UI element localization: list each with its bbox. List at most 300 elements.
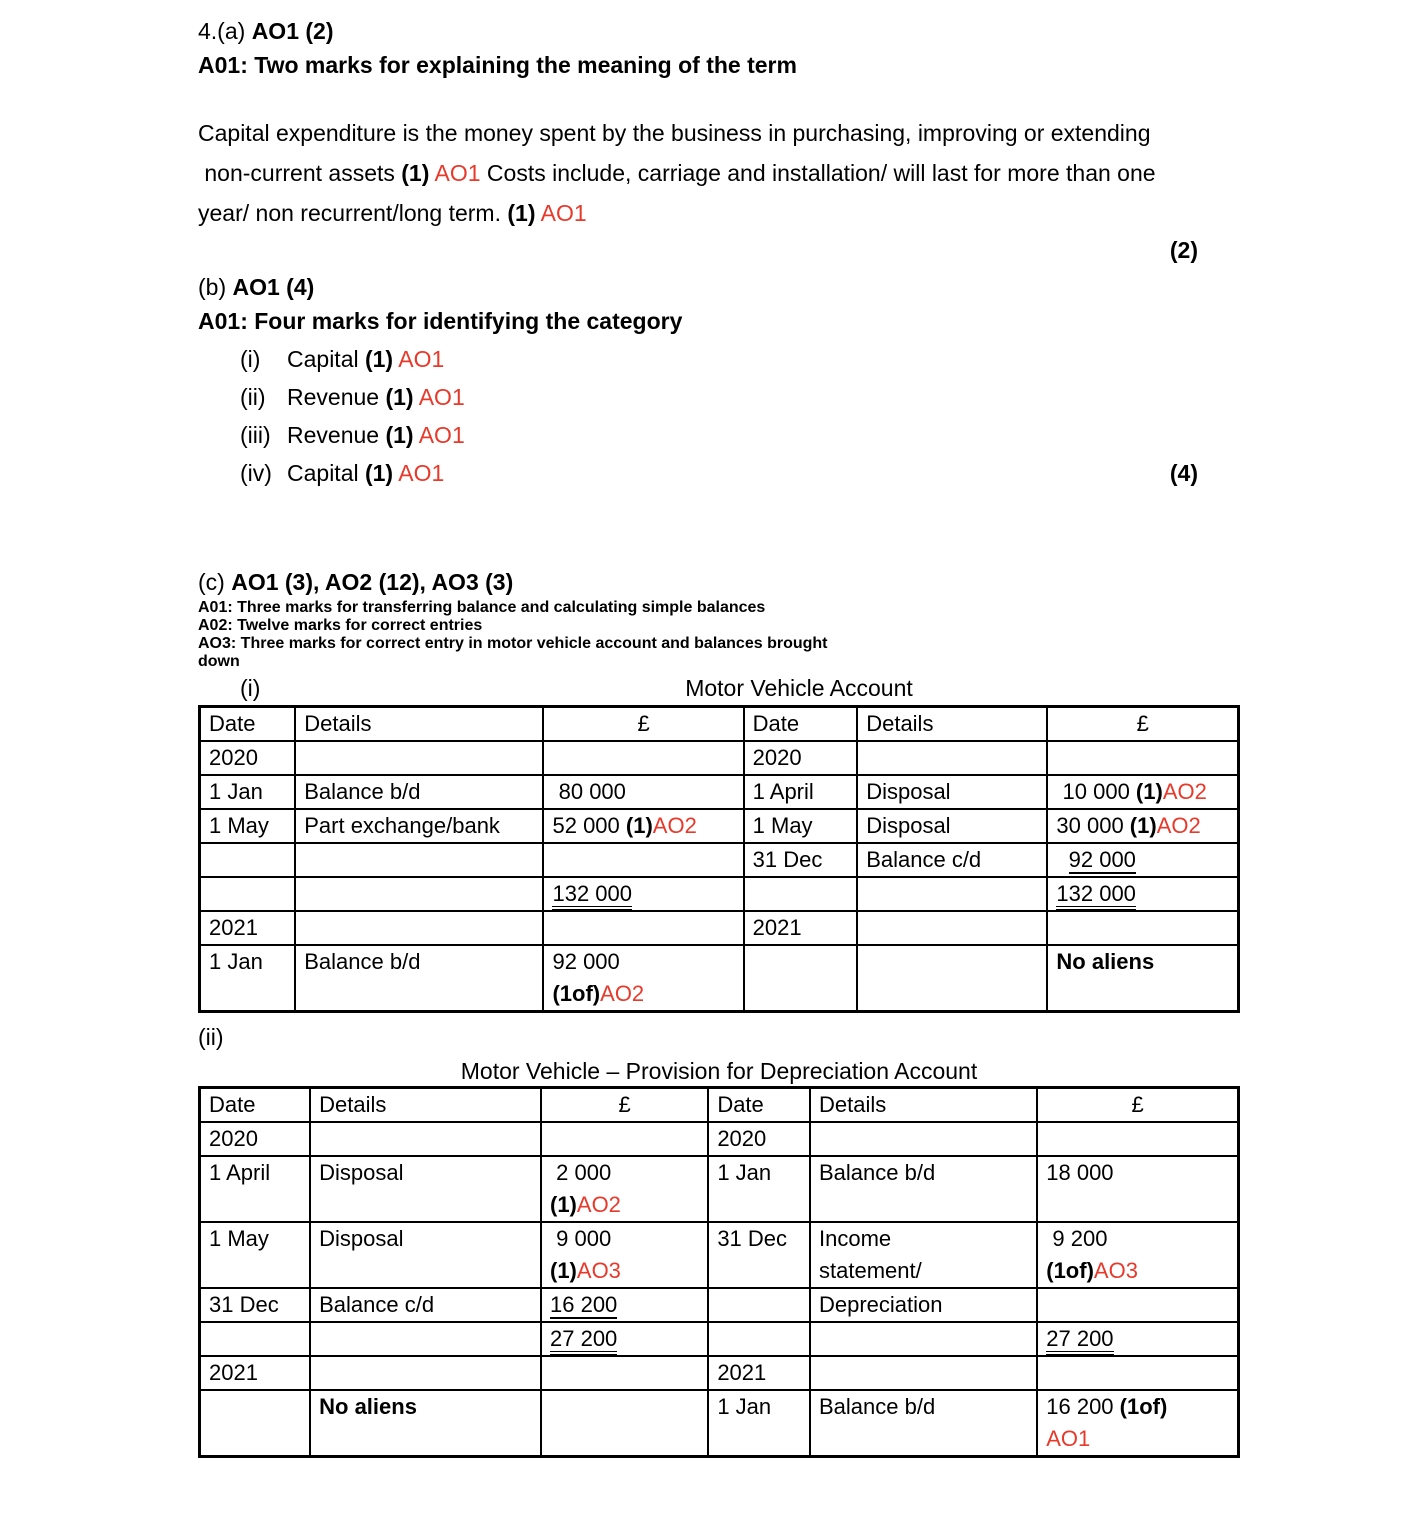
text-segment: 2021 bbox=[209, 1360, 258, 1385]
cell-line bbox=[819, 1255, 1028, 1287]
cell-line bbox=[319, 1223, 532, 1255]
text-segment: Date bbox=[752, 711, 800, 736]
table-cell bbox=[543, 775, 743, 809]
cell-line bbox=[550, 1289, 699, 1321]
text-segment: (1) bbox=[385, 422, 414, 448]
cell-line bbox=[209, 1089, 301, 1121]
table-cell bbox=[310, 1288, 541, 1322]
cell-line bbox=[1056, 844, 1229, 876]
text-segment: Income bbox=[819, 1226, 892, 1251]
list-item-text bbox=[287, 378, 465, 416]
assessment-objective-tag: AO1 bbox=[398, 460, 445, 486]
table-row bbox=[200, 1156, 1239, 1222]
table-cell bbox=[543, 843, 743, 877]
text-segment: 31 Dec bbox=[752, 847, 823, 872]
cell-line bbox=[753, 742, 849, 774]
text-segment: 2020 bbox=[209, 745, 258, 770]
text-segment: Disposal bbox=[866, 779, 951, 804]
text-segment: Date bbox=[717, 1092, 764, 1117]
text-segment: Revenue bbox=[287, 384, 386, 410]
table-cell bbox=[810, 1322, 1037, 1356]
cell-line bbox=[209, 1289, 301, 1321]
table-cell bbox=[543, 945, 743, 1012]
table-cell bbox=[810, 1222, 1037, 1288]
cell-line bbox=[209, 810, 286, 842]
cell-line bbox=[552, 978, 734, 1010]
cell-line bbox=[319, 1391, 532, 1423]
table-cell bbox=[744, 741, 858, 775]
cell-line bbox=[717, 1089, 801, 1121]
text-segment: A01: Four marks for identifying the category bbox=[198, 308, 683, 334]
table-cell bbox=[744, 809, 858, 843]
table-cell bbox=[1037, 1122, 1238, 1156]
text-segment: 31 Dec bbox=[717, 1226, 788, 1251]
text-segment: non-current assets bbox=[198, 160, 402, 186]
text-segment: 1 April bbox=[209, 1160, 271, 1185]
cell-line bbox=[552, 776, 734, 808]
question-4c-heading bbox=[198, 565, 1240, 599]
cell-line bbox=[819, 1289, 1028, 1321]
table-cell bbox=[200, 911, 296, 945]
cell-line bbox=[209, 1223, 301, 1255]
cell-line bbox=[209, 708, 286, 740]
assessment-objective-tag: AO1 bbox=[418, 384, 465, 410]
cell-line bbox=[866, 810, 1038, 842]
table-cell bbox=[541, 1156, 708, 1222]
table-cell bbox=[200, 1288, 311, 1322]
table-row bbox=[200, 945, 1239, 1012]
table-row bbox=[200, 1356, 1239, 1390]
text-line bbox=[198, 635, 1240, 653]
text-segment: 2021 bbox=[752, 915, 802, 940]
table-header-cell bbox=[543, 707, 743, 742]
table-cell bbox=[1037, 1288, 1238, 1322]
table-cell bbox=[1047, 775, 1238, 809]
table-cell bbox=[543, 877, 743, 911]
table2-title: Motor Vehicle – Provision for Depreciation Account bbox=[460, 1058, 978, 1084]
cell-line bbox=[304, 708, 534, 740]
text-segment: 31 Dec bbox=[209, 1292, 279, 1317]
assessment-objective-tag: AO1 bbox=[1046, 1426, 1091, 1451]
cell-line bbox=[1056, 708, 1229, 740]
table-row bbox=[200, 843, 1239, 877]
table-cell bbox=[1047, 945, 1238, 1012]
assessment-objective-tag: AO1 bbox=[418, 422, 465, 448]
table-cell bbox=[541, 1322, 708, 1356]
text-segment: Details bbox=[319, 1092, 387, 1117]
table-header-cell bbox=[708, 1088, 810, 1123]
text-segment: 2021 bbox=[717, 1360, 767, 1385]
text-line bbox=[198, 113, 1240, 153]
cell-line bbox=[717, 1123, 801, 1155]
table-header-cell bbox=[200, 1088, 311, 1123]
text-segment: 2020 bbox=[209, 1126, 258, 1151]
table-cell bbox=[200, 945, 296, 1012]
motor-vehicle-account-table bbox=[198, 705, 1240, 1013]
question-4b-heading bbox=[198, 270, 1240, 304]
table-cell bbox=[857, 843, 1047, 877]
cell-line bbox=[717, 1157, 801, 1189]
cell-line bbox=[319, 1157, 532, 1189]
cell-line bbox=[552, 878, 734, 910]
text-segment: Disposal bbox=[319, 1226, 404, 1251]
text-segment: 1 May bbox=[209, 1226, 269, 1251]
table-cell bbox=[1037, 1390, 1238, 1457]
text-segment: (1) bbox=[385, 384, 414, 410]
table-cell bbox=[200, 1156, 311, 1222]
table-cell bbox=[295, 877, 543, 911]
text-segment: Balance b/d bbox=[819, 1160, 936, 1185]
list-item-iii bbox=[240, 416, 1240, 454]
text-segment: AO1 (4) bbox=[232, 274, 315, 300]
text-segment: statement/ bbox=[819, 1258, 922, 1283]
text-segment: AO1 (3), AO2 (12), AO3 (3) bbox=[231, 569, 514, 595]
table-row bbox=[200, 1322, 1239, 1356]
table-cell bbox=[295, 741, 543, 775]
text-segment: AO1 (2) bbox=[251, 18, 334, 44]
text-segment: 16 200 bbox=[1046, 1394, 1120, 1419]
table-cell bbox=[295, 809, 543, 843]
text-segment: 132 000 bbox=[552, 881, 632, 910]
cell-line bbox=[1056, 946, 1229, 978]
text-line bbox=[198, 653, 1240, 671]
cell-line bbox=[550, 1323, 699, 1355]
table-cell bbox=[810, 1122, 1037, 1156]
text-segment: (1) bbox=[364, 346, 394, 372]
cell-line bbox=[753, 708, 849, 740]
text-segment: 1 April bbox=[752, 779, 814, 804]
table-cell bbox=[1037, 1222, 1238, 1288]
text-segment: AO3: Three marks for correct entry in motor vehicle account and balances brought bbox=[198, 635, 828, 652]
table-cell bbox=[543, 809, 743, 843]
table-cell bbox=[310, 1222, 541, 1288]
table-row bbox=[200, 1222, 1239, 1288]
text-segment: 2021 bbox=[209, 915, 258, 940]
list-item-number: (iii) bbox=[240, 422, 271, 448]
text-segment: 9 000 bbox=[550, 1226, 612, 1251]
table-cell bbox=[744, 877, 858, 911]
table-cell bbox=[310, 1356, 541, 1390]
cell-line bbox=[866, 776, 1038, 808]
table-row bbox=[200, 877, 1239, 911]
table-cell bbox=[810, 1288, 1037, 1322]
table-header-cell bbox=[744, 707, 858, 742]
text-segment: (1) bbox=[625, 813, 653, 838]
table-row bbox=[200, 1122, 1239, 1156]
text-segment: Balance b/d bbox=[304, 949, 421, 974]
table-cell bbox=[541, 1390, 708, 1457]
cell-line bbox=[209, 946, 286, 978]
cell-line bbox=[819, 1157, 1028, 1189]
text-segment: 92 000 bbox=[1068, 847, 1136, 872]
cell-line bbox=[717, 1391, 801, 1423]
text-segment: (c) bbox=[198, 569, 232, 595]
text-segment: £ bbox=[1131, 1092, 1144, 1117]
table-cell bbox=[708, 1322, 810, 1356]
table-row bbox=[200, 775, 1239, 809]
table-header-row bbox=[200, 707, 1239, 742]
text-segment: Disposal bbox=[319, 1160, 404, 1185]
table-cell bbox=[1047, 741, 1238, 775]
cell-line bbox=[1046, 1223, 1229, 1255]
text-line bbox=[198, 617, 1240, 635]
list-item-text bbox=[287, 340, 444, 378]
cell-line bbox=[209, 742, 286, 774]
cell-line bbox=[819, 1391, 1028, 1423]
table-cell bbox=[200, 775, 296, 809]
cell-line bbox=[1056, 878, 1229, 910]
assessment-objective-tag: AO2 bbox=[1162, 779, 1207, 804]
text-segment: 1 Jan bbox=[209, 949, 263, 974]
cell-line bbox=[550, 1189, 699, 1221]
text-segment: A02: Twelve marks for correct entries bbox=[198, 617, 483, 634]
text-segment: No aliens bbox=[1056, 949, 1155, 974]
cell-line bbox=[209, 776, 286, 808]
cell-line bbox=[1046, 1089, 1229, 1121]
cell-line bbox=[304, 776, 534, 808]
text-segment: 92 000 bbox=[552, 949, 620, 974]
question-4b-subheading bbox=[198, 304, 1240, 338]
cell-line bbox=[550, 1089, 699, 1121]
assessment-objective-tag: AO2 bbox=[600, 981, 645, 1006]
text-segment: Depreciation bbox=[819, 1292, 943, 1317]
mark-scheme-page bbox=[198, 0, 1240, 1458]
text-segment: Costs include, carriage and installation/ will last for more than one bbox=[480, 160, 1156, 186]
table-header-cell bbox=[1047, 707, 1238, 742]
table-cell bbox=[708, 1288, 810, 1322]
list-item-i bbox=[240, 340, 1240, 378]
table-cell bbox=[1037, 1356, 1238, 1390]
assessment-objective-tag: AO1 bbox=[398, 346, 445, 372]
table-cell bbox=[857, 809, 1047, 843]
assessment-objective-tag: AO1 bbox=[434, 160, 481, 186]
text-line bbox=[198, 153, 1240, 193]
table-cell bbox=[200, 1322, 311, 1356]
table-cell bbox=[200, 1356, 311, 1390]
table-cell bbox=[310, 1156, 541, 1222]
table-cell bbox=[708, 1156, 810, 1222]
table-cell bbox=[200, 809, 296, 843]
table-cell bbox=[543, 741, 743, 775]
text-segment: (1of) bbox=[1119, 1394, 1168, 1419]
cell-line bbox=[319, 1089, 532, 1121]
text-segment: Details bbox=[304, 711, 372, 736]
text-segment: (1of) bbox=[1046, 1258, 1094, 1283]
table-header-row bbox=[200, 1088, 1239, 1123]
text-segment: 30 000 bbox=[1056, 813, 1130, 838]
table1-label: (i) bbox=[240, 675, 261, 701]
table-cell bbox=[310, 1390, 541, 1457]
table-cell bbox=[200, 877, 296, 911]
table-cell bbox=[1037, 1156, 1238, 1222]
text-segment: (1) bbox=[550, 1258, 577, 1283]
text-segment: 10 000 bbox=[1056, 779, 1136, 804]
table-cell bbox=[295, 911, 543, 945]
assessment-objective-tag: AO3 bbox=[576, 1258, 621, 1283]
table1-title: Motor Vehicle Account bbox=[685, 675, 913, 701]
cell-line bbox=[209, 912, 286, 944]
table-cell bbox=[200, 1222, 311, 1288]
table-header-cell bbox=[810, 1088, 1037, 1123]
text-segment: Details bbox=[819, 1092, 887, 1117]
text-segment: 27 200 bbox=[1046, 1326, 1113, 1355]
table-header-cell bbox=[310, 1088, 541, 1123]
table-row bbox=[200, 809, 1239, 843]
cell-line bbox=[304, 810, 534, 842]
table-header-cell bbox=[295, 707, 543, 742]
table-cell bbox=[541, 1122, 708, 1156]
cell-line bbox=[209, 1357, 301, 1389]
list-item-number: (iv) bbox=[240, 460, 272, 486]
table-header-cell bbox=[857, 707, 1047, 742]
cell-line bbox=[304, 946, 534, 978]
text-segment: Balance c/d bbox=[319, 1292, 435, 1317]
assessment-objective-tag: AO2 bbox=[576, 1192, 621, 1217]
depreciation-account-table bbox=[198, 1086, 1240, 1458]
table-cell bbox=[295, 945, 543, 1012]
text-segment: Capital bbox=[287, 346, 365, 372]
table-cell bbox=[744, 843, 858, 877]
text-segment: A01: Three marks for transferring balance and calculating simple balances bbox=[198, 599, 766, 616]
table-cell bbox=[295, 843, 543, 877]
answer-4a-paragraph bbox=[198, 113, 1240, 233]
table-cell bbox=[857, 877, 1047, 911]
cell-line bbox=[866, 708, 1038, 740]
cell-line bbox=[753, 844, 849, 876]
cell-line bbox=[717, 1223, 801, 1255]
answer-4b-list bbox=[198, 340, 1240, 492]
text-segment: 1 May bbox=[752, 813, 813, 838]
table-cell bbox=[541, 1288, 708, 1322]
text-segment: Balance b/d bbox=[819, 1394, 936, 1419]
cell-line bbox=[753, 912, 849, 944]
cell-line bbox=[1046, 1157, 1229, 1189]
text-segment: £ bbox=[618, 1092, 631, 1117]
table-header-cell bbox=[541, 1088, 708, 1123]
text-segment: Disposal bbox=[866, 813, 951, 838]
table1-caption bbox=[198, 675, 1240, 703]
list-item-number: (i) bbox=[240, 346, 261, 372]
cell-line bbox=[1056, 810, 1229, 842]
list-item-iv bbox=[240, 454, 1240, 492]
text-segment: (1) bbox=[364, 460, 394, 486]
cell-line bbox=[819, 1223, 1028, 1255]
cell-line bbox=[1046, 1255, 1229, 1287]
table-cell bbox=[857, 911, 1047, 945]
table-row bbox=[200, 741, 1239, 775]
table-cell bbox=[200, 741, 296, 775]
table-cell bbox=[744, 775, 858, 809]
question-4a-heading bbox=[198, 14, 1240, 48]
text-segment: 2020 bbox=[752, 745, 802, 770]
cell-line bbox=[1046, 1391, 1229, 1423]
table-cell bbox=[1047, 911, 1238, 945]
cell-line bbox=[753, 810, 849, 842]
text-segment: 18 000 bbox=[1046, 1160, 1114, 1185]
text-segment: 4.(a) bbox=[198, 18, 252, 44]
list-item-text bbox=[287, 454, 444, 492]
text-segment: Balance b/d bbox=[304, 779, 421, 804]
assessment-objective-tag: AO2 bbox=[1156, 813, 1201, 838]
text-segment: £ bbox=[1136, 711, 1149, 736]
table-cell bbox=[310, 1122, 541, 1156]
cell-line bbox=[550, 1157, 699, 1189]
table-cell bbox=[541, 1356, 708, 1390]
text-segment bbox=[1056, 847, 1068, 872]
table-cell bbox=[200, 1390, 311, 1457]
text-segment: A01: Two marks for explaining the meaning of the term bbox=[198, 52, 797, 78]
table-cell bbox=[810, 1156, 1037, 1222]
cell-line bbox=[1056, 776, 1229, 808]
table-cell bbox=[708, 1222, 810, 1288]
text-segment: 2 000 bbox=[550, 1160, 612, 1185]
table-row bbox=[200, 911, 1239, 945]
table-cell bbox=[708, 1122, 810, 1156]
list-item-text bbox=[287, 416, 465, 454]
table-cell bbox=[1047, 843, 1238, 877]
table-cell bbox=[1047, 809, 1238, 843]
text-segment: Capital expenditure is the money spent by the business in purchasing, improving or extending bbox=[198, 120, 1151, 146]
table-header-cell bbox=[200, 707, 296, 742]
table-cell bbox=[1047, 877, 1238, 911]
text-segment: Date bbox=[209, 711, 256, 736]
text-segment: Details bbox=[866, 711, 934, 736]
question-4a-subheading bbox=[198, 48, 1240, 82]
table-cell bbox=[708, 1356, 810, 1390]
table-cell bbox=[200, 1122, 311, 1156]
table-cell bbox=[541, 1222, 708, 1288]
table-cell bbox=[744, 945, 858, 1012]
text-segment: 16 200 bbox=[550, 1292, 618, 1317]
table-cell bbox=[857, 775, 1047, 809]
text-segment: 1 Jan bbox=[717, 1394, 772, 1419]
table-cell bbox=[295, 775, 543, 809]
table-cell bbox=[857, 741, 1047, 775]
table-cell bbox=[810, 1356, 1037, 1390]
cell-line bbox=[552, 810, 734, 842]
assessment-objective-tag: AO1 bbox=[540, 200, 587, 226]
marks-total-a: (2) bbox=[1169, 237, 1198, 263]
cell-line bbox=[717, 1357, 801, 1389]
cell-line bbox=[753, 776, 849, 808]
text-segment: Balance c/d bbox=[866, 847, 982, 872]
text-segment: (1) bbox=[401, 160, 430, 186]
cell-line bbox=[209, 1123, 301, 1155]
table-cell bbox=[310, 1322, 541, 1356]
text-segment: (1) bbox=[507, 200, 536, 226]
list-item-ii bbox=[240, 378, 1240, 416]
table-cell bbox=[810, 1390, 1037, 1457]
table-row bbox=[200, 1288, 1239, 1322]
cell-line bbox=[319, 1289, 532, 1321]
text-segment: (b) bbox=[198, 274, 233, 300]
text-segment: down bbox=[198, 653, 240, 670]
text-segment: (1of) bbox=[552, 981, 601, 1006]
cell-line bbox=[1046, 1323, 1229, 1355]
cell-line bbox=[550, 1223, 699, 1255]
list-item-number: (ii) bbox=[240, 384, 266, 410]
table-cell bbox=[744, 911, 858, 945]
text-segment: (1) bbox=[1129, 813, 1157, 838]
text-segment: 2020 bbox=[717, 1126, 767, 1151]
text-segment: Part exchange/bank bbox=[304, 813, 500, 838]
cell-line bbox=[866, 844, 1038, 876]
text-segment: 80 000 bbox=[552, 779, 626, 804]
table-cell bbox=[200, 843, 296, 877]
table-header-cell bbox=[1037, 1088, 1238, 1123]
text-line bbox=[198, 599, 1240, 617]
text-segment: 1 Jan bbox=[717, 1160, 772, 1185]
